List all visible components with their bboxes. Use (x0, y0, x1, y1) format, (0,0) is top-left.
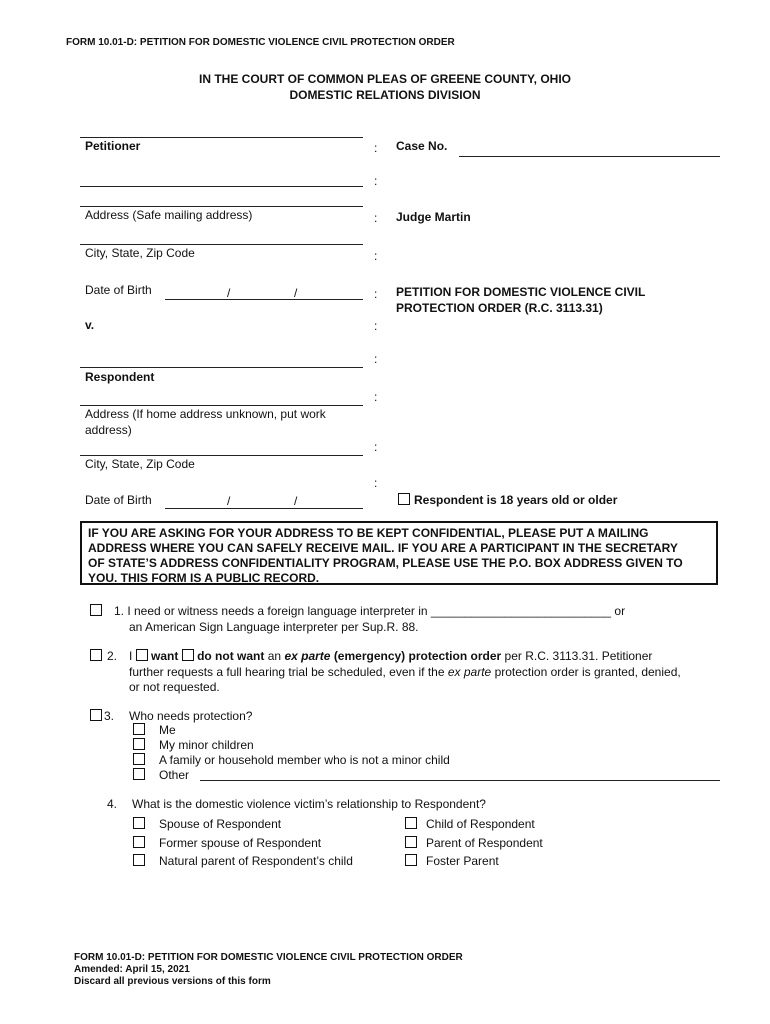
protect-me-checkbox[interactable] (133, 723, 145, 735)
petitioner-address-label: Address (Safe mailing address) (85, 208, 253, 222)
protect-children-label: My minor children (159, 738, 254, 752)
form-header-title: FORM 10.01-D: PETITION FOR DOMESTIC VIOLENCE CIVIL PROTECTION ORDER (66, 37, 455, 48)
former-spouse-label: Former spouse of Respondent (159, 836, 322, 850)
item1-text-2: an American Sign Language interpreter per Sup.R. 88. (129, 620, 419, 634)
respondent-dob-sep2: / (294, 494, 298, 508)
want-checkbox[interactable] (136, 649, 148, 661)
item2-number: 2. (107, 649, 118, 663)
petitioner-address-line[interactable] (80, 206, 363, 207)
item2-exparte: ex parte (284, 649, 331, 663)
respondent-name-line[interactable] (80, 367, 363, 368)
respondent-dob-field[interactable] (165, 508, 363, 509)
child-label: Child of Respondent (426, 817, 535, 831)
colon-divider: : (374, 319, 378, 333)
spouse-label: Spouse of Respondent (159, 817, 282, 831)
petitioner-dob-field[interactable] (165, 299, 363, 300)
protect-other-field[interactable] (200, 780, 720, 781)
petitioner-dob-sep2: / (294, 286, 298, 300)
protect-other-label: Other (159, 768, 190, 782)
natural-parent-label: Natural parent of Respondent’s child (159, 854, 353, 868)
respondent-adult-label: Respondent is 18 years old or older (414, 493, 618, 507)
protect-family-label: A family or household member who is not a minor child (159, 753, 450, 767)
protect-family-checkbox[interactable] (133, 753, 145, 765)
notice-line-3: OF STATE’S ADDRESS CONFIDENTIALITY PROGRAM, PLEASE USE THE P.O. BOX ADDRESS GIVEN TO (88, 556, 683, 570)
petitioner-name-line-2[interactable] (80, 186, 363, 187)
interpreter-checkbox[interactable] (90, 604, 102, 616)
colon-divider: : (374, 476, 378, 490)
item2-line-2 (129, 665, 681, 680)
item2-rest: per R.C. 3113.31. Petitioner (504, 649, 653, 663)
item2-an: an (267, 649, 282, 663)
ex-parte-checkbox[interactable] (90, 649, 102, 661)
spouse-checkbox[interactable] (133, 817, 145, 829)
former-spouse-checkbox[interactable] (133, 836, 145, 848)
respondent-address-label-2: address) (85, 423, 132, 437)
item2-line-3: or not requested. (129, 680, 220, 694)
colon-divider: : (374, 174, 378, 188)
parent-label: Parent of Respondent (426, 836, 543, 850)
petitioner-city-label: City, State, Zip Code (85, 246, 195, 260)
want-label: want (151, 649, 179, 663)
item4-question: What is the domestic violence victim’s relationship to Respondent? (132, 797, 486, 811)
notice-line-1: IF YOU ARE ASKING FOR YOUR ADDRESS TO BE KEPT CONFIDENTIAL, PLEASE PUT A MAILING (88, 526, 649, 540)
respondent-city-line[interactable] (80, 455, 363, 456)
item1-text-1: 1. I need or witness needs a foreign language interpreter in ___________________________ or (114, 604, 626, 618)
colon-divider: : (374, 141, 378, 155)
respondent-label: Respondent (85, 370, 155, 384)
child-checkbox[interactable] (405, 817, 417, 829)
petitioner-label: Petitioner (85, 139, 141, 153)
foster-parent-checkbox[interactable] (405, 854, 417, 866)
court-name: IN THE COURT OF COMMON PLEAS OF GREENE COUNTY, OHIO (198, 72, 571, 86)
item4-number: 4. (107, 797, 118, 811)
case-no-label: Case No. (396, 139, 448, 153)
petition-title-1: PETITION FOR DOMESTIC VIOLENCE CIVIL (396, 285, 646, 299)
case-no-field[interactable] (459, 156, 720, 157)
do-not-want-checkbox[interactable] (182, 649, 194, 661)
footer-amended: Amended: April 15, 2021 (74, 964, 190, 975)
item2-line2a: further requests a full hearing trial be scheduled, even if the (129, 665, 445, 679)
item3-question: Who needs protection? (129, 709, 253, 723)
respondent-address-line[interactable] (80, 405, 363, 406)
respondent-adult-checkbox[interactable] (398, 493, 410, 505)
item3-number: 3. (104, 709, 115, 723)
petitioner-dob-sep1: / (227, 286, 231, 300)
protect-children-checkbox[interactable] (133, 738, 145, 750)
natural-parent-checkbox[interactable] (133, 854, 145, 866)
footer-form-title: FORM 10.01-D: PETITION FOR DOMESTIC VIOLENCE CIVIL PROTECTION ORDER (74, 952, 463, 963)
protect-other-checkbox[interactable] (133, 768, 145, 780)
footer-discard: Discard all previous versions of this form (74, 976, 271, 987)
item2-emergency: (emergency) protection order (333, 649, 502, 663)
colon-divider: : (374, 287, 378, 301)
parent-checkbox[interactable] (405, 836, 417, 848)
court-division: DOMESTIC RELATIONS DIVISION (289, 88, 481, 102)
do-not-want-label: do not want (197, 649, 265, 663)
colon-divider: : (374, 211, 378, 225)
colon-divider: : (374, 390, 378, 404)
foster-parent-label: Foster Parent (426, 854, 499, 868)
respondent-address-label-1: Address (If home address unknown, put work (85, 407, 326, 421)
petitioner-name-line[interactable] (80, 137, 363, 138)
petition-title-2: PROTECTION ORDER (R.C. 3113.31) (396, 301, 603, 315)
colon-divider: : (374, 352, 378, 366)
respondent-dob-sep1: / (227, 494, 231, 508)
notice-line-2: ADDRESS WHERE YOU CAN SAFELY RECEIVE MAIL. IF YOU ARE A PARTICIPANT IN THE SECRETARY (88, 541, 678, 555)
item2-line-1 (129, 649, 652, 664)
confidentiality-notice (80, 521, 718, 585)
colon-divider: : (374, 249, 378, 263)
petitioner-dob-label: Date of Birth (85, 283, 152, 297)
petitioner-city-line[interactable] (80, 244, 363, 245)
protect-me-label: Me (159, 723, 176, 737)
respondent-dob-label: Date of Birth (85, 493, 152, 507)
who-needs-protection-checkbox[interactable] (90, 709, 102, 721)
judge-name: Judge Martin (396, 210, 471, 224)
respondent-city-label: City, State, Zip Code (85, 457, 195, 471)
item2-i: I (129, 649, 133, 663)
versus-label: v. (85, 318, 95, 332)
colon-divider: : (374, 440, 378, 454)
item2-line2b: protection order is granted, denied, (494, 665, 681, 679)
notice-line-4: YOU. THIS FORM IS A PUBLIC RECORD. (88, 571, 320, 585)
item2-line2-exparte: ex parte (447, 665, 492, 679)
